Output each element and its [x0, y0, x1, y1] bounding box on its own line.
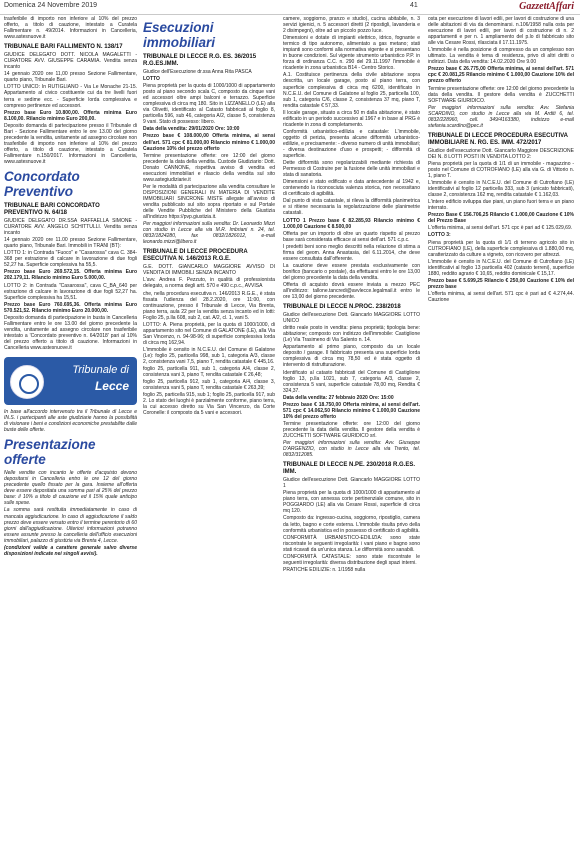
page-date: Domenica 24 Novembre 2019	[4, 2, 97, 9]
text-paragraph: Piena proprietà per la quota di 1000/1000 di appartamento posto al piano secondo scala C, composto da cinque vani ed accessori oltre ampi balconi e terrazzo. Superficie complessiva di circa mq 180. Sito in LIZZANELLO (LE) alla via Olivetti, identificato al Catasto fabbricati al foglio 8, particella 596, sub 46, categoria A/2, classe 5, consistenza 9 vani. Stato di possesso: libero.	[143, 83, 275, 126]
text-paragraph: CONFORMITÀ URBANISTICO-EDILIZIA: sono state riscontrate le seguenti irregolarità: i vani piano e bagno sono stati ricavati da un'unica stanza. Le difformità sono sanabili.	[283, 534, 420, 553]
column-4	[428, 16, 574, 838]
text-paragraph: G.E. DOTT. GIANCARLO MAGGIORE AVVISO DI VENDITA DI IMMOBILI SENZA INCANTO	[143, 264, 275, 277]
text-paragraph: Per maggiori informazioni sulla vendita: Avv. Stefania SCARDINO, con studio in Lecce alla via M. Arditi 6, tel. 0832/228960, cell. 349/4163380, indirizzo e-mail stefania.scardino@pec.it	[428, 104, 574, 129]
text-paragraph: L'immobile è censito in N.C.E.U. del Comune di Cutrofiano (LE) identificativi al foglio 13 particella 402 (catasto terreni), superficie 1880, reddito agrario € 10,65, reddito dominicale € 15,17.	[428, 258, 574, 277]
text-paragraph: Nelle vendite con incanto le offerte d'acquisto devono depositarsi in Cancelleria entro le ore 12 del giorno precedente quello fissato per la gara. Insieme all'offerta deve essere depositata una somma pari al 25% del prezzo base: il 10% a titolo di cauzione ed il 15% quale anticipo sulle spese.	[4, 470, 137, 507]
text-paragraph: Offerta di acquisto dovrà essere inviata a mezzo PEC all'indirizzo: tallone.tancredi@avvlecce.legalmail.it entro le ore 13,00 del giorno precedente.	[283, 281, 420, 301]
banner-line-2: Lecce	[94, 379, 129, 394]
text-paragraph: foglio 25, particella 912, sub 1, categoria A/4, classe 3, consistenza vani 5, piano T, rendita catastale € 263,39;	[143, 379, 275, 392]
lot-text: LOTTO 3:	[428, 232, 451, 239]
text-paragraph: Giudice dell'esecuzione Dott. Giancarlo MAGGIORE LOTTO 1	[283, 477, 420, 490]
date-text: Data della vendita: 29/01/2020 Ore: 10:00	[143, 126, 240, 133]
text-paragraph: osta per esecuzione di lavori edili, per lavori di costruzione di una delle abitazioni di via da denominarsi. n.106/1958 nulla osta per esecuzione di lavori edili, per lavori di costruzione di n. 2 appartamenti e per n. 1 ampliamento del p.lo di fabbricato sito alle via Cesare Rossi, rilasciata il 17.11.1975.	[428, 16, 574, 47]
price-text: LOTTO 1 Prezzo base € 82.285,93 Rilancio minimo € 1.000,00 Cauzione € 8.500,00	[283, 217, 420, 230]
text-paragraph: Giudice dell'esecuzione Dott. Giancarlo Maggiore DESCRIZIONE DEI N. 8 LOTTI POSTI IN VENDITA LOTTO 2:	[428, 147, 574, 160]
price-paragraph	[283, 218, 420, 230]
date-text: Data della vendita: 27 febbraio 2020 Ore: 15:00	[283, 394, 394, 401]
price-paragraph	[428, 278, 574, 290]
lot-label	[428, 232, 574, 238]
text-paragraph: Dette difformità sono regolarizzabili mediante richiesta di Permesso di Costruire per la fusione delle unità immobiliari e stata di sanatoria.	[283, 160, 420, 179]
bold-note: (condizioni valide a carattere generale salvo diverse disposizioni indicate nei singoli avvisi).	[4, 544, 137, 557]
text-paragraph	[4, 545, 137, 557]
text-paragraph: 14 gennaio 2020 ore 11.00 presso Sezione Fallimentare, quarto piano, Tribunale Bari. Immobili in TRANI (BT):	[4, 237, 137, 250]
text-paragraph: I predetti beni sono meglio descritti nella relazione di stima a firma del geom. Anna Anastasia, del 6.11.2014, che deve essere consultata dall'offerente.	[283, 243, 420, 262]
price-paragraph	[283, 402, 420, 420]
text-paragraph: L'offerta minima, ai sensi dell'art. 571 cpc è pari ad € 4.274,44. Cauzione	[428, 290, 574, 303]
date-paragraph	[143, 126, 275, 132]
publication-logo: GazzettAffari	[519, 1, 574, 12]
text-paragraph: L'immobile è censito in N.C.E.U. del Comune di Cutrofiano (LE) identificativi al foglio 12 particella 333, sub 3 (unicato fabbricati), classe 2, consistenza 162 mq, rendita catastale € 1.162,03.	[428, 180, 574, 199]
price-text: Prezzo base Euro 760.695,36. Offerta minima Euro 570.521,52. Rilancio minimo Euro 20.000,00.	[4, 301, 137, 314]
text-paragraph: foglio 25, particella 911, sub 1, categoria A/4, classe 2, consistenza vani 3, piano T, rendita catastale € 26,48;	[143, 366, 275, 379]
section-title-concordato: Concordato Preventivo	[4, 169, 80, 199]
text-paragraph: Offerta per un importo di oltre un quarto rispetto al prezzo base sarà considerata efficace ai sensi dell'art. 571 c.p.c.	[283, 230, 420, 243]
price-paragraph	[4, 110, 137, 122]
price-paragraph	[428, 66, 574, 84]
text-paragraph: camere, soggiorno, pranzo e studio), cucina abitabile, n. 3 servizi igienici, n. 5 accessori diretti (2 ripostigli, lavanderia e 2 disimpegni), oltre ad un piccolo pozzo luce.	[283, 16, 420, 35]
page-header	[0, 0, 580, 15]
text-paragraph: In base all'accordo intervenuto tra il Tribunale di Lecce e IN.S. i partecipanti alle aste giudiziarie hanno la possibilità di visionare i beni e condizioni economiche prestabilite dalle buste delle offerte.	[4, 409, 137, 434]
notice-title: TRIBUNALE DI LECCE N.PROC. 238/2018	[283, 304, 401, 311]
text-paragraph: trasferibile di importo non inferiore al 10% del prezzo offerto, a titolo di cauzione, intestato a Curatela Fallimentare n. 49/2014. Informazioni in Cancelleria, www.astesnuove.it	[4, 16, 137, 41]
column-2	[143, 16, 275, 838]
text-paragraph: Deposito domanda di partecipazione in busta in Cancelleria Fallimentare entro le ore 13.00 del giorno precedente la vendita, unitamente ad assegno circolare non trasferibile intestato a 'Concordato preventivo n. 64/2018' pari al 10% del prezzo offerto a titolo di cauzione. Informazioni in Cancelleria www.astesnuove.it	[4, 314, 137, 351]
lot-text: LOTTO	[143, 76, 160, 83]
text-paragraph: Termine presentazione offerte: ore 12:00 del giorno precedente la data della vendita. Il gestore della vendita è ZUCCHETTI SOFTWARE GIURIDICO.	[428, 85, 574, 104]
text-paragraph: Piena proprietà per la quota di 1/1 di un immobile - magazzino - posto nel Comune di COTROFIANO (LE) alla via G. di Vittorio n. 1, piano T.	[428, 160, 574, 180]
text-paragraph: L'avv. Andrea F. Pezzuto, in qualità di professionista delegato, a norma degli artt. 570 e 490 c.p.c., AVVISA	[143, 277, 275, 290]
price-text: Prezzo Base € 156.706,25 Rilancio € 1.000,00 Cauzione € 10% del Prezzo Base	[428, 212, 574, 225]
price-text: Prezzo base € 5.699,25 Rilancio € 250,00 Cauzione € 10% del prezzo base	[428, 277, 574, 290]
text-paragraph: LOTTO 1: in Contrada "Fuoco" e "Casarossa" cava C. 384-368 per estrazione di calcare in lavorazione di due fogli 52,27 ha. Superficie complessiva ha 55,5.	[4, 250, 137, 269]
price-paragraph	[428, 212, 574, 224]
price-text: Prezzo base Euro 269.572,15. Offerta minima Euro 202.179,11. Rilancio minimo Euro 5.000,00.	[4, 269, 137, 282]
text-paragraph: Per maggiori informazioni sulla vendita: Avv. Giuseppe D'ARGENZIO, con studio in Lecce alla via Trento, tel. 0832/312085.	[283, 440, 420, 459]
date-paragraph	[283, 395, 420, 401]
notice-title: TRIBUNALE BARI FALLIMENTO N. 138/17	[4, 44, 123, 51]
text-paragraph: Per le modalità di partecipazione alla vendita consultare le DISPOSIZIONI GENERALI IN MATERIA DI VENDITE IMMOBILIARI SINCRONE MISTE allegate all'avviso di vendita pubblicato sul sito sopra riportato e sul Portale delle Vendite Pubbliche del Ministero della Giustizia all'indirizzo https://pvp.giustizia.it.	[143, 183, 275, 221]
text-paragraph: L'offerta minima, ai sensi dell'art. 571 cpc è pari ad € 125.029,69.	[428, 225, 573, 232]
text-paragraph: PRATICHE EDILIZIE: n. 1/1958 nulla	[283, 566, 366, 573]
text-paragraph: LOTTO 2: in Contrada "Casarossa", cava C_BA_640 per estrazione di calcare in lavorazione di due fogli 52,27 ha. Superficie complessiva ha 15,51.	[4, 282, 137, 301]
text-paragraph: Giudice dell'Esecuzione dr.ssa Anna Rita PASCA	[143, 69, 252, 75]
notice-title: TRIBUNALE DI LECCE PROCEDURA ESECUTIVA N. 146/2013 R.G.E.	[143, 249, 248, 263]
text-paragraph: Deposito domanda di partecipazione presso il Tribunale di Bari - Sezione Fallimentare entro le ore 13.00 del giorno precedente la vendita, unitamente ad assegno circolare non trasferibile di importo non inferiore al 10% del prezzo offerto, a titolo di cauzione, intestato a Curatela Fallimentare n.150/2017. Informazioni in Cancelleria, www.astesnuove.it	[4, 122, 137, 165]
text-paragraph: L'immobile è censito in N.C.E.U. del Comune di Galatone (Le): foglio 25, particella 998, sub 1, categoria A/3, classe 2, consistenza vani 7,5, piano T, rendita catastale € 445,16.	[143, 346, 275, 366]
text-paragraph: La cauzione deve essere prestata esclusivamente con bonifico (bancario o postale), da effettuarsi entro le ore 13,00 del giorno precedente la data della vendita.	[283, 262, 420, 281]
text-paragraph: Appartamento al primo piano, composto da un locale deposito / garage. Il fabbricato presenta una superficie lorda complessiva di circa mq 78,50 ed è stata oggetto di intervento di ristrutturazione.	[283, 344, 420, 369]
text-paragraph: Giudice dell'esecuzione Dott. Giancarlo MAGGIORE LOTTO UNICO	[283, 312, 420, 325]
price-text: Prezzo base € 18.750,00 Offerta minima, ai sensi dell'art. 571 cpc € 14.062,50 Rilancio minimo € 1.000,00 Cauzione 10% del prezzo offerto	[283, 401, 420, 420]
price-paragraph	[4, 269, 137, 281]
tribunale-lecce-banner	[4, 357, 137, 405]
notice-title: TRIBUNALE DI LECCE PROCEDURA ESECUTIVA IMMOBILIARE N. RG. ES. IMM. 472/2017	[428, 132, 568, 146]
text-paragraph: Dal punto di vista catastale, si rileva la difformità planimetrica e si ritiene necessaria la regolarizzazione delle planimetrie catastali.	[283, 198, 420, 217]
court-seal-icon	[10, 365, 44, 399]
lot-label	[143, 76, 275, 82]
text-paragraph: Termine presentazione offerte: ore 12:00 del giorno precedente la data della vendita. Il gestore della vendita è ZUCCHETTI SOFTWARE GIURIDICO srl.	[283, 420, 420, 439]
column-3	[283, 16, 420, 838]
price-paragraph	[143, 133, 275, 151]
text-paragraph: LOTTO UNICO: In RUTIGLIANO - Via Le Monache 21-15. Appartamento al civico costituente cui da tre livelli fuori terra e sedime ecc. - Superficie lorda complessiva e compreso pertinenze ed accessori.	[4, 84, 137, 109]
text-paragraph: La somma sarà restituita immediatamente in caso di mancata aggiudicazione. In caso di aggiudicazione il saldo prezzo deve essere versato entro il termine perentorio di 60 giorni dall'aggiudicazione. Ulteriori informazioni potranno essere assunte presso la cancelleria dell'ufficio esecuzioni immobiliari, palazzo di giustizia via Brenta 4, Lecce.	[4, 507, 137, 544]
text-paragraph: CONFORMITÀ CATASTALE: sono state riscontrate le seguenti irregolarità: diversa distribuzione degli spazi interni.	[283, 553, 420, 566]
text-paragraph: Per maggiori informazioni sulla vendita: Dr. Leonardo Mizzi con studio in Lecce alla via M.R. Imbriani n. 24, tel. 0832/1824280, fax 0832/1826012, e-mail leonardo.mizzi@libero.it	[143, 221, 275, 246]
price-text: Prezzo base Euro 10.800,00. Offerta minima Euro 8.100,00. Rilancio minimo Euro 200,00.	[4, 109, 137, 122]
text-paragraph: Piena proprietà per la quota di 1000/1000 di appartamento al piano terra, con annessa corte pertinenziale comune, sito in POGGIARDO (LE) alla via Cesare Rossi, superficie di circa mq 120.	[283, 490, 420, 515]
notice-title: TRIBUNALE DI LECCE R.G. ES. 36/2015 R.G.ES.IMM.	[143, 54, 257, 67]
text-paragraph: 14 gennaio 2020 ore 11,00 presso Sezione Fallimentare, quarto piano, Tribunale Bari.	[4, 71, 137, 84]
notice-title: TRIBUNALE DI LECCE N.PE. 230/2018 R.G.ES. IMM.	[283, 462, 416, 476]
text-paragraph: Termine presentazione offerte: ore 12:00 del giorno precedente la data della vendita. Custode Giudiziario: Dott. Donato CANNONE, rispettiva avviso di vendita ed esecuzioni immobiliari e rilascio della vendita sul sito www.astegiudiziarie.it	[143, 152, 275, 183]
page-number: 41	[410, 2, 418, 9]
text-paragraph: L'immobile è nella posizione di compresso da un complesso non ultimato. La vendita è tema di residenza, privo di altri diritti o indirizzi. Data della vendita: 14.02.2020 Ore 9.00	[428, 47, 574, 66]
text-paragraph: A.1. Costituisce pertinenza della civile abitazione sopra descritta, un locale garage, posto al piano terra, con superficie complessiva di circa mq 6200, identificato in N.C.E.U. del Comune di Galatone al foglio 25, particella 100, sub 1, categoria C/6, classe 2, consistenza 37 mq, piano T, rendita catastale € 57,33.	[283, 72, 420, 109]
text-paragraph: GIUDICE DELEGATO DOTT. NICOLA MAGALETTI - CURATORE AVV. GIUSEPPE CARAMIA. Vendita senza incanto	[4, 52, 137, 71]
text-paragraph: Identificato al catasto fabbricati del Comune di Castiglione foglio 13, p.lla 1021, sub 7, categoria A/3, classe 2, consistenza 5 vani, superficie catastale 78,00 mq, Rendita € 324,37.	[283, 369, 420, 394]
text-paragraph: LOTTO: A. Piena proprietà, per la quota di 1000/1000, di appartamento sito nel Comune di GALATONE (LE), alla Via San Vincenzo, n. 94-98-96; di superficie complessiva lorda di circa mq 162,94.	[143, 321, 275, 346]
section-title-offerte: Presentazione offerte	[4, 437, 96, 467]
price-text: Prezzo base € 108.000,00 Offerta minima, ai sensi dell'art. 571 cpc € 81.000,00 Rilancio minimo € 1.000,00 Cauzione 10% del prezzo offerto	[143, 133, 275, 152]
text-paragraph: Composto da: ingresso-cucina, soggiorno, ripostiglio, camera da letto, bagno e corte esterna. L'immobile risulta privo della conformità urbanistica ed in possesso di certificato di agibilità.	[283, 515, 420, 534]
notice-title: TRIBUNALE BARI CONCORDATO PREVENTIVO N. 64/18	[4, 203, 100, 217]
section-title-esecuzioni: Esecuzioni immobiliari	[143, 20, 216, 50]
text-paragraph: che, nella procedura esecutiva n. 146/2013 R.G.E., è stata fissata l'udienza del 28.2.2020, ore 11:00, con continuazione, presso il Tribunale di Lecce, Via Brenta, piano terra, aula 22 per la vendita senza incanto ed in lotti: Foglio 25, p.lla 608, sub 2, cat. A/2, cl. 1, vani 5.	[143, 290, 275, 321]
text-paragraph: foglio 25, particella 915, sub 1; foglio 25, particella 917, sub 2. Lo stato dei luoghi è parzialmente conforme, piano terra, la cui accesso diretto su Via San Vincenzo, da Corte Coronelle: il composto da 5 vani e accessori.	[143, 392, 275, 417]
text-paragraph: Dimensioni e stato edificato e data antecedente al 1942 e, contenendo la riconosciuta valenza storica, non necessitano di certificato di agibilità.	[283, 179, 420, 198]
text-paragraph: L'intero edificio sviluppa due piani, un piano fuori terra e un piano interrato.	[428, 199, 574, 212]
text-paragraph: Conformità urbanistico-edilizia e catastale: L'immobile, oggetto di perizia, presenta alcune difformità urbanistico-edilizie, e precisamente: - diverso numero di unità immobiliari; - diversa destinazione d'uso e prospetti; - difformità di superficie.	[283, 128, 420, 160]
text-paragraph: Piena proprietà per la quota di 1/1 di terreno agricolo sito in CUTROFIANO (LE), della superficie complessiva di 1.880,00 mq, caratterizzato da culture a vigneto, con ricovero per attrezzi.	[428, 239, 574, 258]
text-paragraph: Il locale garage, situato a circa 50 m dalla abitazione, è stato edificato in un periodo successivo al 1967 e in base al PRG è ricadente in zona di completamento.	[283, 109, 420, 128]
text-paragraph: Dimensioni e dotate di impianti elettrico, idrico, fognante e termico di tipo autonomo, alimentato a gas metano; stati impianti sono conformi alla normativa vigente e si presentano in buone condizioni. Sul vigente strumento urbanistico P.P. in forza di ordinanza C.C. n. 290 del 29.11.1997 l'immobile è ricadente in zona urbanistica B14 - Centro Storico.	[283, 35, 420, 72]
price-paragraph	[4, 302, 137, 314]
text-paragraph: GIUDICE DELEGATO DR.SSA RAFFAELLA SIMONE - CURATORE AVV. ANGELO SCHITTULLI. Vendita senza incanto	[4, 218, 137, 237]
column-1	[4, 16, 137, 838]
text-paragraph: diritto reale posto in vendita: piena proprietà; tipologia bene: abitazione; composto con indirizzo dell'immobile: Castiglione (Le) Via Trasimeno di Via Salento n. 14.	[283, 325, 420, 344]
banner-line-1: Tribunale di	[72, 364, 129, 377]
price-text: Prezzo base € 26.775,00 Offerta minima, ai sensi dell'art. 571 cpc € 20.081,25 Rilancio minimo € 1.000,00 Cauzione 10% del prezzo offerto	[428, 66, 574, 85]
